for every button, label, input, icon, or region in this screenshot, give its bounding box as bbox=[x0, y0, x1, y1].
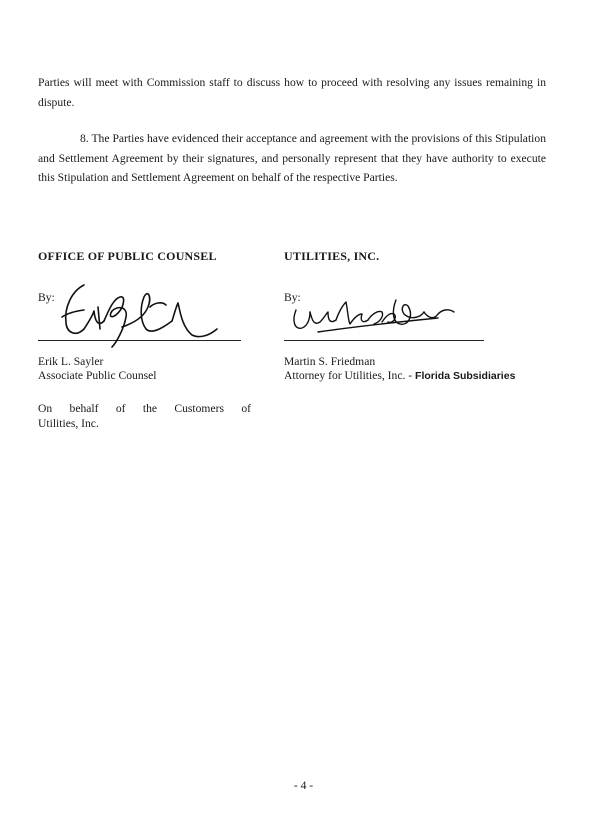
signer-title-left: Associate Public Counsel bbox=[38, 369, 157, 382]
signer-title-right bbox=[284, 369, 515, 383]
behalf-line-1: On behalf of the Customers of bbox=[38, 402, 251, 415]
paragraph-8 bbox=[38, 129, 546, 188]
handwritten-signature-left bbox=[54, 277, 219, 349]
page-number: - 4 - bbox=[293, 779, 314, 792]
continuation-paragraph: Parties will meet with Commission staff to discuss how to proceed with resolving any issues remaining in dispute. bbox=[38, 76, 546, 109]
on-behalf-statement bbox=[38, 401, 251, 431]
signer-block-left bbox=[38, 355, 157, 383]
signer-name-left: Erik L. Sayler bbox=[38, 355, 104, 368]
paragraph-8-text: 8. The Parties have evidenced their acceptance and agreement with the provisions of this Stipulation and Settlement Agreement by their signatures, and personally represent that they have authority to execute this Stipulation and Settlement Agreement on behalf of the respective Parties. bbox=[38, 132, 546, 184]
office-of-public-counsel-heading: OFFICE OF PUBLIC COUNSEL bbox=[38, 249, 217, 263]
by-label-left: By: bbox=[38, 291, 55, 304]
signer-name-right: Martin S. Friedman bbox=[284, 355, 376, 368]
behalf-line-2: Utilities, Inc. bbox=[38, 417, 99, 430]
utilities-inc-heading: UTILITIES, INC. bbox=[284, 249, 380, 263]
handwritten-signature-right bbox=[288, 292, 458, 340]
signer-title-prefix: Attorney for Utilities, Inc. - bbox=[284, 369, 416, 382]
signer-block-right bbox=[284, 355, 515, 383]
signature-line-right bbox=[284, 340, 484, 341]
signer-title-bold: Florida Subsidiaries bbox=[415, 370, 516, 382]
by-label-right: By: bbox=[284, 291, 301, 304]
